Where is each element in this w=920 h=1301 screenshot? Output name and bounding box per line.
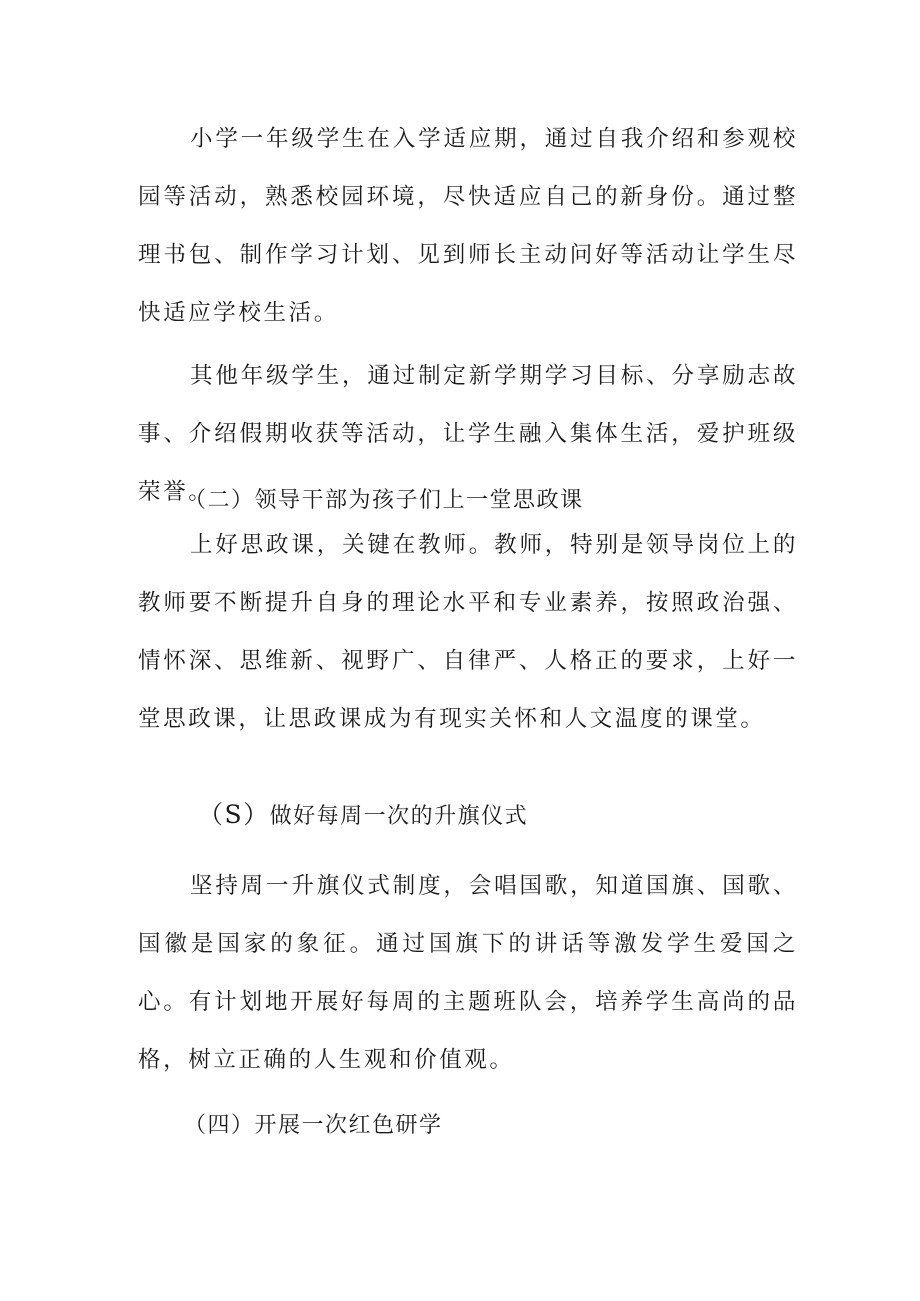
section-heading-leaders-class: （二）领导干部为孩子们上一堂思政课 [184,488,584,513]
section-heading-flag-ceremony [198,800,528,832]
section-heading-flag-ceremony-marker: （S） [198,800,270,829]
section-heading-flag-ceremony-text: 做好每周一次的升旗仪式 [269,804,529,829]
paragraph-other-grades: 其他年级学生，通过制定新学期学习目标、分享励志故事、介绍假期收获等活动，让学生融入集体生活，爱护班级荣誉。 [138,363,798,505]
paragraph-first-grade-adaptation: 小学一年级学生在入学适应期，通过自我介绍和参观校园等活动，熟悉校园环境，尽快适应自己的新身份。通过整理书包、制作学习计划、见到师长主动问好等活动让学生尽快适应学校生活。 [138,126,798,326]
paragraph-flag-ceremony: 坚持周一升旗仪式制度，会唱国歌，知道国旗、国歌、国徽是国家的象征。通过国旗下的讲话等激发学生爱国之心。有计划地开展好每周的主题班队会，培养学生高尚的品格，树立正确的人生观和价值观。 [138,873,798,1073]
paragraph-ideological-class: 上好思政课，关键在教师。教师，特别是领导岗位上的教师要不断提升自身的理论水平和专业素养，按照政治强、情怀深、思维新、视野广、自律严、人格正的要求，上好一堂思政课，让思政课成为有现实关怀和人文温度的课堂。 [138,532,798,732]
section-heading-red-study-trip: （四）开展一次红色研学 [184,1113,443,1138]
